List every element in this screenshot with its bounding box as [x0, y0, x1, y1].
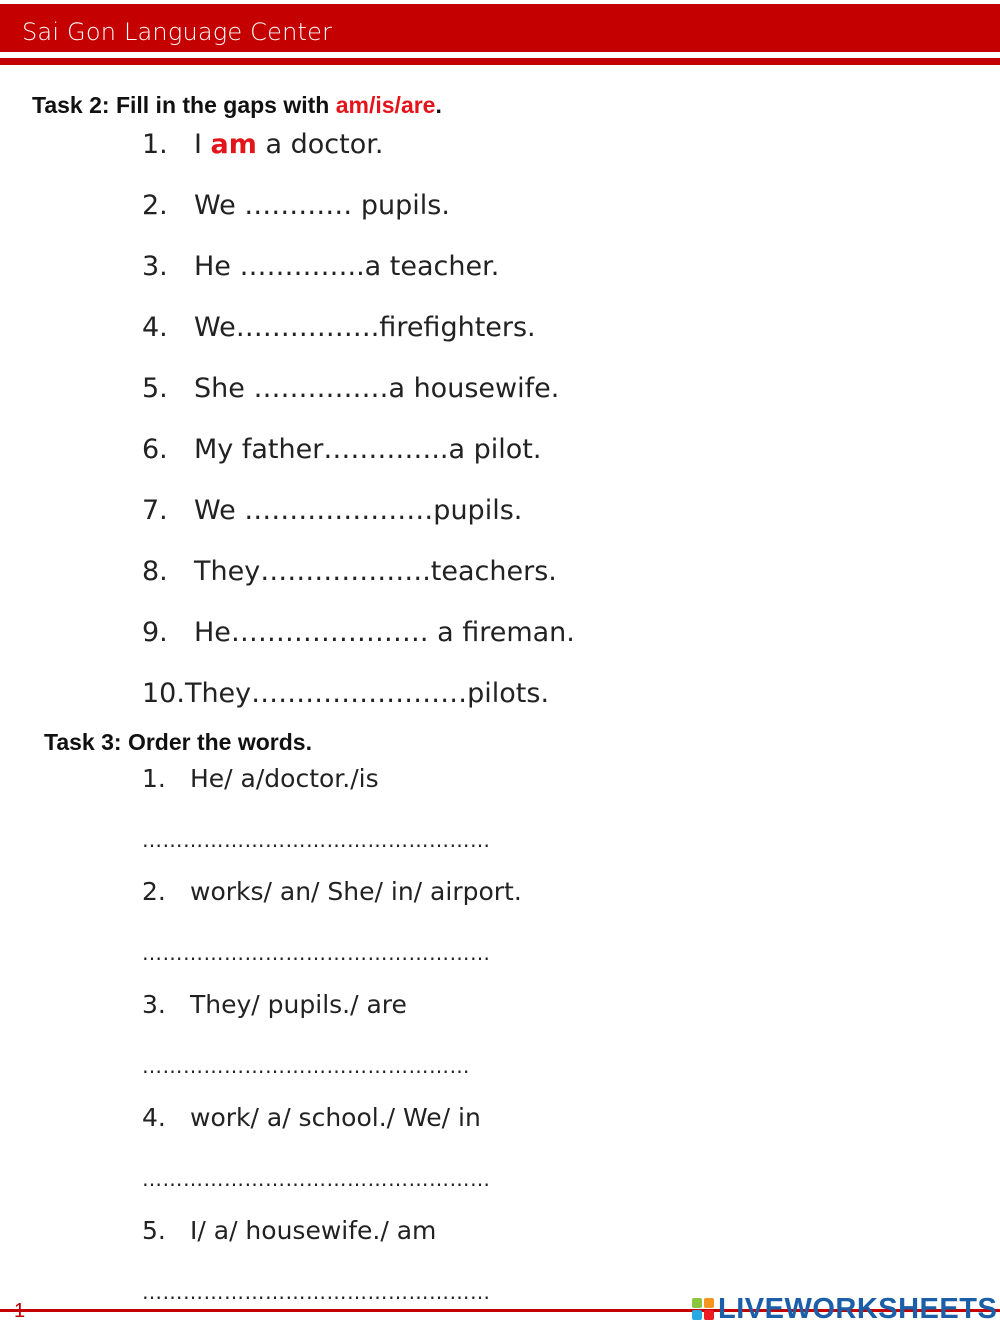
task2-item-7	[142, 495, 522, 526]
header-divider	[0, 58, 1000, 65]
gap-sentence[interactable]: They……………….teachers.	[194, 556, 557, 587]
answer-line-2[interactable]: ……………………………………………	[142, 941, 491, 965]
task2-title	[32, 92, 442, 119]
answer-line-4[interactable]: ……………………………………………	[142, 1167, 491, 1191]
task2-item-6	[142, 434, 541, 465]
task2-title-prefix: Task 2: Fill in the gaps with	[32, 92, 336, 118]
task2-item-8	[142, 556, 557, 587]
item-text-before: I	[194, 129, 211, 160]
answer-line-1[interactable]: ……………………………………………	[142, 828, 491, 852]
answer-line-3[interactable]: …………………………………………	[142, 1054, 470, 1078]
task2-item-4	[142, 312, 536, 343]
liveworksheets-logo	[692, 1294, 997, 1324]
item-number: 1.	[142, 129, 168, 160]
item-number: 2.	[142, 190, 168, 221]
task3-item-4	[142, 1103, 481, 1132]
scrambled-words: work/ a/ school./ We/ in	[190, 1103, 481, 1132]
scrambled-words: works/ an/ She/ in/ airport.	[190, 877, 522, 906]
scrambled-words: They/ pupils./ are	[190, 990, 407, 1019]
gap-sentence[interactable]: We …………………pupils.	[194, 495, 523, 526]
page-number: 1	[14, 1300, 26, 1322]
task3-item-5	[142, 1216, 436, 1245]
example-answer: am	[210, 129, 257, 160]
item-number: 3.	[142, 251, 168, 282]
item-number: 8.	[142, 556, 168, 587]
task2-title-suffix: .	[435, 92, 442, 118]
item-number: 2.	[142, 877, 166, 906]
task2-item-1	[142, 129, 383, 160]
gap-sentence[interactable]: My father…………..a pilot.	[194, 434, 542, 465]
gap-sentence[interactable]: We…………….firefighters.	[194, 312, 536, 343]
item-number: 10.	[142, 678, 185, 709]
item-number: 5.	[142, 1216, 166, 1245]
item-number: 7.	[142, 495, 168, 526]
task2-item-2	[142, 190, 450, 221]
task3-item-3	[142, 990, 407, 1019]
task2-item-3	[142, 251, 499, 282]
task2-item-10	[142, 678, 549, 709]
logo-grid-icon	[692, 1298, 714, 1320]
scrambled-words: He/ a/doctor./is	[190, 764, 379, 793]
gap-sentence[interactable]: She ……………a housewife.	[194, 373, 560, 404]
item-number: 6.	[142, 434, 168, 465]
task2-item-9	[142, 617, 575, 648]
gap-sentence[interactable]: They……………………pilots.	[184, 678, 550, 709]
item-number: 4.	[142, 312, 168, 343]
gap-sentence[interactable]: He …………..a teacher.	[194, 251, 500, 282]
task2-item-5	[142, 373, 559, 404]
scrambled-words: I/ a/ housewife./ am	[190, 1216, 437, 1245]
item-number: 9.	[142, 617, 168, 648]
task3-item-2	[142, 877, 522, 906]
gap-sentence[interactable]: We ………… pupils.	[194, 190, 450, 221]
item-text-after: a doctor.	[256, 129, 384, 160]
item-number: 3.	[142, 990, 166, 1019]
answer-line-5[interactable]: ……………………………………………	[142, 1280, 491, 1304]
header-title: Sai Gon Language Center	[22, 18, 333, 46]
task3-title: Task 3: Order the words.	[44, 729, 312, 755]
header-bar	[0, 4, 1000, 52]
logo-text: LIVEWORKSHEETS	[718, 1292, 998, 1325]
task3-item-1	[142, 764, 379, 793]
item-number: 5.	[142, 373, 168, 404]
gap-sentence[interactable]: He…………………. a fireman.	[194, 617, 575, 648]
item-number: 4.	[142, 1103, 166, 1132]
item-number: 1.	[142, 764, 166, 793]
task2-title-highlight: am/is/are	[335, 92, 436, 118]
